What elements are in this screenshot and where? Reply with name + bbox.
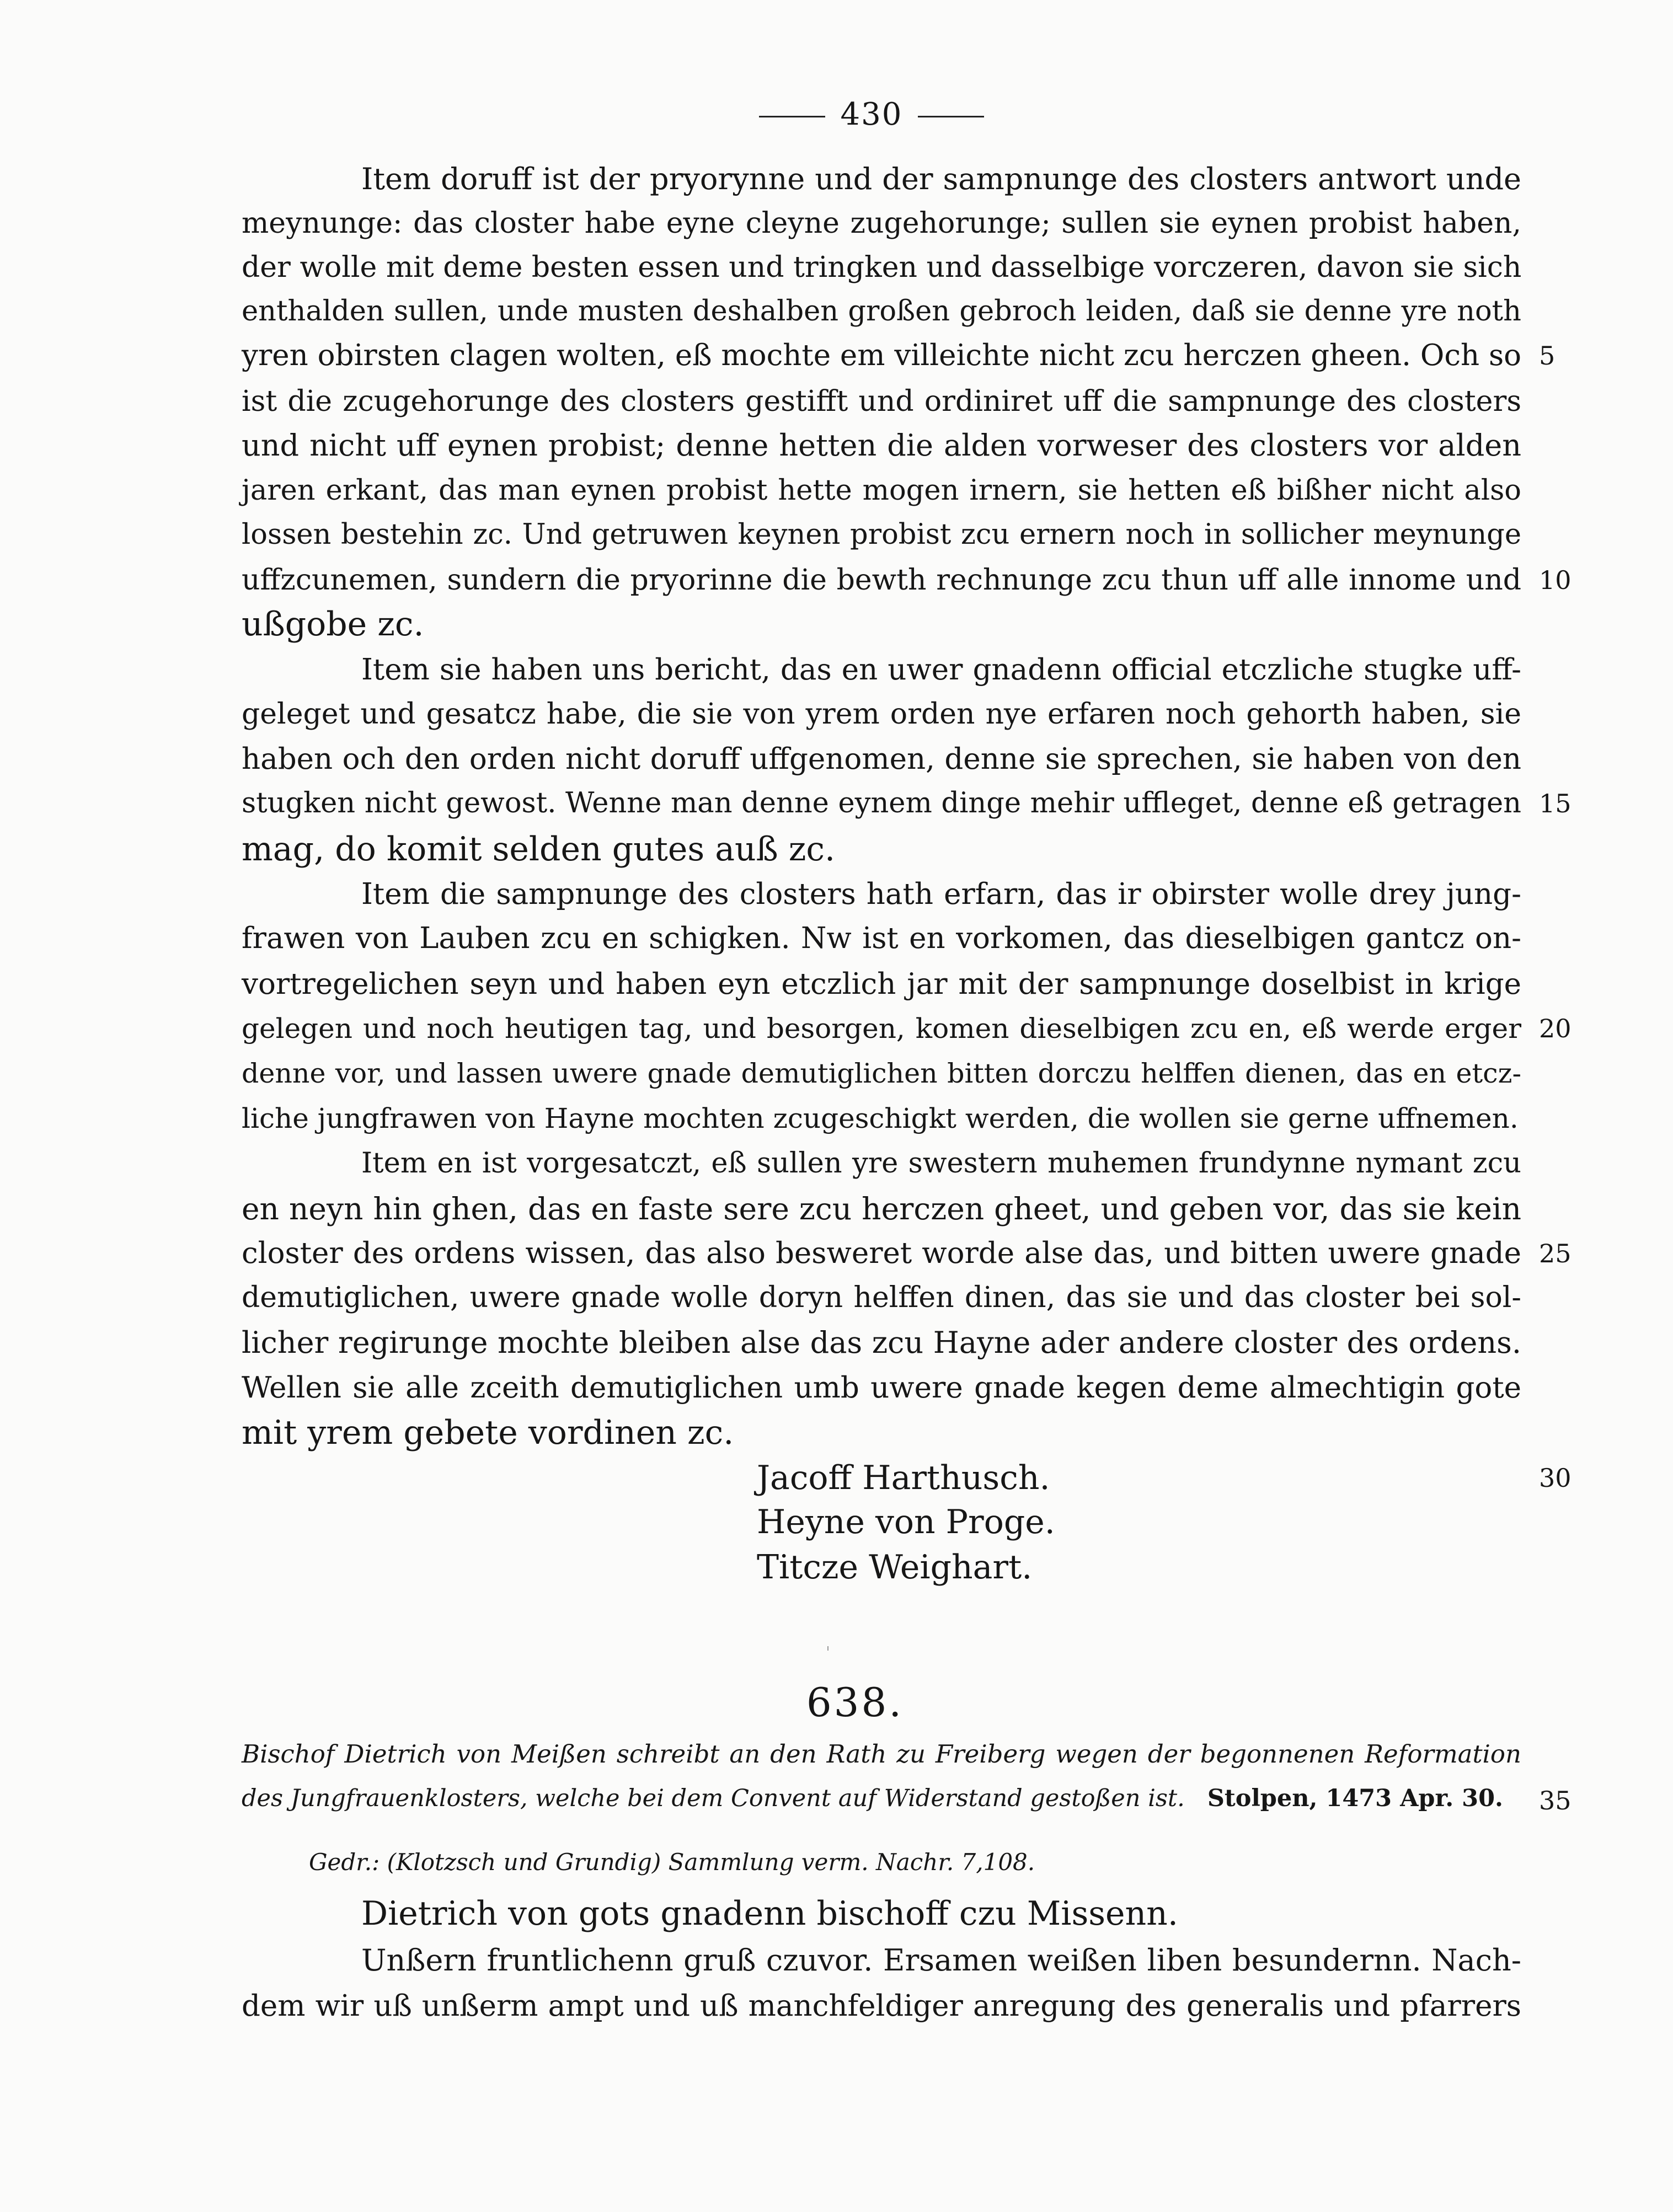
- body-line: licher regirunge mochte bleiben alse das zcu Hayne ader andere closter des ordens.: [242, 1325, 1521, 1360]
- body-line: Item en ist vorgesatczt, eß sullen yre swestern muhemen frundynne nymant zcu: [361, 1147, 1521, 1180]
- body-line: und nicht uff eynen probist; denne hetten die alden vorweser des closters vor alden: [242, 428, 1521, 463]
- signature-name: Jacoff Harthusch.: [757, 1459, 1050, 1497]
- body-line: mit yrem gebete vordinen zc.: [242, 1413, 734, 1452]
- headline-spacer: [1185, 1785, 1207, 1812]
- body-line: gelegen und noch heutigen tag, und besorgen, komen dieselbigen zcu en, eß werde erger: [242, 1013, 1521, 1045]
- line-number: 30: [1539, 1463, 1572, 1493]
- body-line: denne vor, und lassen uwere gnade demutiglichen bitten dorczu helffen dienen, das en etcz-: [242, 1058, 1521, 1089]
- signature-name: Titcze Weighart.: [757, 1548, 1033, 1587]
- body-line: Wellen sie alle zceith demutiglichen umb uwere gnade kegen deme almechtigin gote: [242, 1371, 1521, 1405]
- body-line: mag, do komit selden gutes auß zc.: [242, 830, 836, 869]
- body-line: yren obirsten clagen wolten, eß mochte em villeichte nicht zcu herczen gheen. Och so: [242, 339, 1522, 372]
- body-line: haben och den orden nicht doruff uffgenomen, denne sie sprechen, sie haben von den: [242, 742, 1521, 776]
- body-line: Item doruff ist der pryorynne und der sampnunge des closters antwort unde: [361, 162, 1521, 196]
- body-line: closter des ordens wissen, das also besweret worde alse das, und bitten uwere gnade: [242, 1236, 1521, 1270]
- line-number: 15: [1539, 789, 1572, 818]
- line-number: 35: [1539, 1786, 1572, 1815]
- body-line: stugken nicht gewost. Wenne man denne eynem dinge mehir uffleget, denne eß getragen: [242, 787, 1521, 820]
- document-headline: Bischof Dietrich von Meißen schreibt an den Rath zu Freiberg wegen der begonnenen Reformation: [242, 1739, 1521, 1769]
- letter-line: Dietrich von gots gnadenn bischoff czu Missenn.: [361, 1894, 1178, 1933]
- body-line: ußgobe zc.: [242, 605, 424, 644]
- body-line: jaren erkant, das man eynen probist hette mogen irnern, sie hetten eß bißher nicht also: [242, 474, 1521, 507]
- line-number: 20: [1539, 1014, 1572, 1043]
- body-line: lossen bestehin zc. Und getruwen keynen probist zcu ernern noch in sollicher meynunge: [242, 518, 1521, 551]
- body-line: uffzcunemen, sundern die pryorinne die bewth rechnunge zcu thun uff alle innome und: [242, 564, 1521, 597]
- page-number: 430: [840, 97, 903, 132]
- line-number: 5: [1539, 341, 1556, 371]
- line-number: 10: [1539, 565, 1572, 595]
- body-line: frawen von Lauben zcu en schigken. Nw ist en vorkomen, das dieselbigen gantcz on-: [242, 922, 1521, 955]
- document-date: Stolpen, 1473 Apr. 30.: [1207, 1785, 1503, 1812]
- body-line: vortregelichen seyn und haben eyn etczlich jar mit der sampnunge doselbist in krige: [242, 967, 1521, 1001]
- header-dash-right: [918, 116, 984, 117]
- body-line: enthalden sullen, unde musten deshalben großen gebroch leiden, daß sie denne yre noth: [242, 295, 1521, 328]
- signature-name: Heyne von Proge.: [757, 1503, 1055, 1541]
- body-line: Item die sampnunge des closters hath erfarn, das ir obirster wolle drey jung-: [361, 877, 1521, 911]
- page-header: [734, 97, 1009, 132]
- body-line: geleget und gesatcz habe, die sie von yrem orden nye erfaren noch gehorth haben, sie: [242, 698, 1521, 731]
- body-line: liche jungfrawen von Hayne mochten zcugeschigkt werden, die wollen sie gerne uffnemen.: [242, 1102, 1519, 1134]
- body-line: der wolle mit deme besten essen und tringken und dasselbige vorczeren, davon sie sich: [242, 251, 1522, 284]
- body-line: ist die zcugehorunge des closters gestifft und ordiniret uff die sampnunge des closters: [242, 385, 1521, 418]
- print-source-note: Gedr.: (Klotzsch und Grundig) Sammlung verm. Nachr. 7,108.: [309, 1849, 1035, 1876]
- document-number: 638.: [806, 1679, 904, 1726]
- letter-line: Unßern fruntlichenn gruß czuvor. Ersamen weißen liben besundernn. Nach-: [361, 1943, 1521, 1978]
- body-line: demutiglichen, uwere gnade wolle doryn helffen dinen, das sie und das closter bei sol-: [242, 1281, 1521, 1314]
- section-divider-mark: [827, 1646, 829, 1651]
- document-headline-continued: [242, 1779, 1521, 1818]
- headline-text: des Jungfrauenklosters, welche bei dem Convent auf Widerstand gestoßen ist.: [242, 1785, 1185, 1812]
- letter-line: dem wir uß unßerm ampt und uß manchfeldiger anregung des generalis und pfarrers: [242, 1989, 1521, 2023]
- line-number: 25: [1539, 1239, 1572, 1268]
- body-line: en neyn hin ghen, das en faste sere zcu herczen gheet, und geben vor, das sie kein: [242, 1191, 1521, 1226]
- header-dash-left: [759, 116, 825, 117]
- body-line: meynunge: das closter habe eyne cleyne zugehorunge; sullen sie eynen probist haben,: [242, 207, 1521, 240]
- body-line: Item sie haben uns bericht, das en uwer gnadenn official etczliche stugke uff-: [361, 653, 1521, 687]
